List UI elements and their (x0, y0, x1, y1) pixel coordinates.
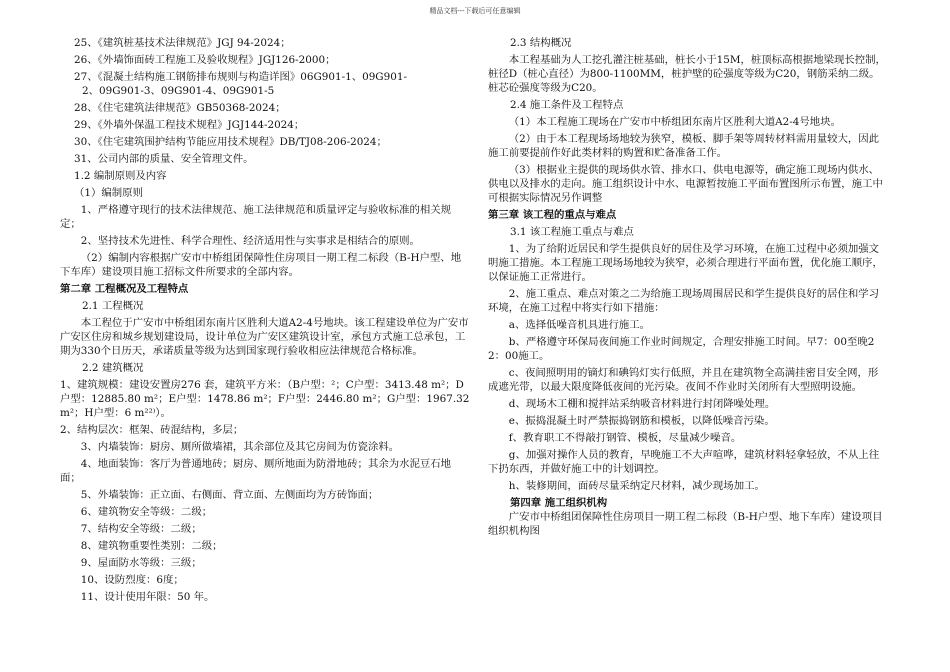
reference-item: 31、公司内部的质量、安全管理文件。 (74, 153, 254, 165)
paragraph: 1、严格遵守现行的技术法律规范、施工法律规范和质量评定与验收标准的相关规定； (60, 204, 452, 230)
list-item: 11、设计使用年限：50 年。 (80, 591, 215, 603)
page-header: 精品文档---下载后可任意编辑 (429, 7, 521, 15)
right-column (488, 36, 888, 541)
reference-item: 26、《外墙饰面砖工程施工及验收规程》JGJ126-2000； (74, 54, 336, 66)
paragraph: 2、坚持技术先进性、科学合理性、经济适用性与实事求是相结合的原则。 (80, 235, 420, 247)
section-heading: 2.4 施工条件及工程特点 (510, 99, 624, 111)
left-column (60, 36, 470, 607)
paragraph: 1、为了给附近居民和学生提供良好的居住及学习环境，在施工过程中必须加强文明施工措施。本工程施工现场场地较为狭窄，必须合理进行平面布置，优化施工顺序，以保证施工正常进行。 (488, 243, 883, 283)
reference-item: 28、《住宅建筑法律规范》GB50368-2024； (74, 102, 286, 114)
section-heading: 3.1 该工程施工重点与难点 (510, 226, 634, 238)
list-item: a、选择低噪音机具进行施工。 (508, 319, 651, 331)
paragraph: 广安市中桥组团保障性住房项目一期工程二标段（B-H户型、地下车库）建设项目组织机构图 (488, 511, 883, 537)
paragraph: 2、施工重点、难点对策之二为给施工现场周围居民和学生提供良好的居住和学习环境，在施工过程中将实行如下措施： (488, 288, 880, 314)
section-heading: 2.1 工程概况 (82, 300, 144, 312)
reference-item: 29、《外墙外保温工程技术规程》JGJ144-2024； (74, 119, 305, 131)
paragraph: （2）编制内容根据广安市中桥组团保障性住房项目一期工程二标段（B-H户型、地下车库）建设项目施工招标文件所要求的全部内容。 (60, 252, 462, 278)
subsection-heading: （1）编制原则 (74, 187, 143, 199)
section-heading: 2.2 建筑概况 (82, 362, 144, 374)
paragraph: 1、建筑规模：建设安置房276 套，建筑平方米：（B户型：²；C户型：3413.48 m²；D户型：12885.80 m²；E户型：1478.86 m²；F户型：2446.80 m²；G户型：1967.32 m²；H户型：6 m²²⁾）。 (60, 379, 470, 419)
list-item: g、加强对操作人员的教育，早晚施工不大声喧哗，建筑材料轻拿轻放，不从上往下扔东西，并做好施工中的计划调控。 (488, 449, 880, 475)
list-item: 8、建筑物重要性类别：二级； (80, 540, 223, 552)
list-item: 2、结构层次：框架、砖混结构，多层； (60, 424, 244, 436)
list-item: f、教育职工不得敲打钢管、模板，尽量减少噪音。 (508, 432, 742, 444)
chapter-heading: 第四章 施工组织机构 (510, 497, 608, 509)
reference-item-continuation: 2、09G901-3、09G901-4、09G901-5 (82, 85, 275, 97)
list-item: 3、内墙装饰：厨房、厕所做墙裙，其余部位及其它房间为仿瓷涂料。 (80, 441, 400, 453)
paragraph: （3）根据业主提供的现场供水管、排水口、供电电源等，确定施工现场内供水、供电以及排水的走向。施工组织设计中水、电源暂按施工平面布置图所示布置，施工中可根据实际情况另作调整 (488, 164, 883, 204)
paragraph: （1）本工程施工现场在广安市中桥组团东南片区胜利大道A2-4号地块。 (508, 116, 841, 128)
list-item: 10、设防烈度：6度； (80, 574, 184, 586)
list-item: 9、屋面防水等级：三级； (80, 557, 202, 569)
list-item: c、夜间照明用的镝灯和碘钨灯实行低照，并且在建筑物全高满挂密目安全网，形成遮光带，以最大限度降低夜间的光污染。夜间不作业时关闭所有大型照明设施。 (488, 367, 879, 393)
reference-item: 30、《住宅建筑围护结构节能应用技术规程》DB/TJ08-206-2024； (74, 136, 387, 148)
paragraph: 本工程位于广安市中桥组团东南片区胜利大道A2-4号地块。该工程建设单位为广安市广安区住房和城乡规划建设局，设计单位为广安区建筑设计室，承包方式施工总承包，工期为330个日历天，承诺质量等级为达到国家现行验收相应法律规范合格标准。 (60, 317, 469, 357)
section-heading: 2.3 结构概况 (510, 37, 572, 49)
chapter-heading: 第三章 该工程的重点与难点 (488, 209, 617, 221)
reference-item: 25、《建筑桩基技术法律规范》JGJ 94-2024； (74, 37, 291, 49)
reference-item: 27、《混凝土结构施工钢筋排布规则与构造详图》06G901-1、09G901- (74, 71, 407, 83)
chapter-heading: 第二章 工程概况及工程特点 (60, 283, 189, 295)
paragraph: （2）由于本工程现场场地较为狭窄，模板、脚手架等周转材料需用量较大，因此施工前要提前作好此类材料的购置和贮备准备工作。 (488, 133, 880, 159)
paragraph: 本工程基础为人工挖孔灌注桩基础，桩长小于15M，桩顶标高根据地梁现长控制，桩径D（桩心直径）为800-1100MM，桩护壁的砼强度等级为C20，钢筋采纳二级。桩芯砼强度等级为C20。 (488, 54, 886, 94)
list-item: h、装修期间，面砖尽量采纳定尺材料，减少现场加工。 (508, 480, 765, 492)
section-heading: 1.2 编制原则及内容 (74, 170, 167, 182)
list-item: 6、建筑物安全等级：二级； (80, 506, 213, 518)
list-item: b、严格遵守环保局夜间施工作业时间规定，合理安排施工时间。早7：00至晚22：00施工。 (488, 336, 875, 362)
list-item: e、振捣混凝土时严禁振捣钢筋和模板，以降低噪音污染。 (508, 415, 775, 427)
list-item: 7、结构安全等级：二级； (80, 523, 202, 535)
list-item: 5、外墙装饰：正立面、右侧面、背立面、左侧面均为方砖饰面； (80, 489, 379, 501)
list-item: 4、地面装饰：客厅为普通地砖；厨房、厕所地面为防滑地砖；其余为水泥豆石地面； (60, 458, 452, 484)
list-item: d、现场木工棚和搅拌站采纳吸音材料进行封闭降噪处理。 (508, 398, 776, 410)
